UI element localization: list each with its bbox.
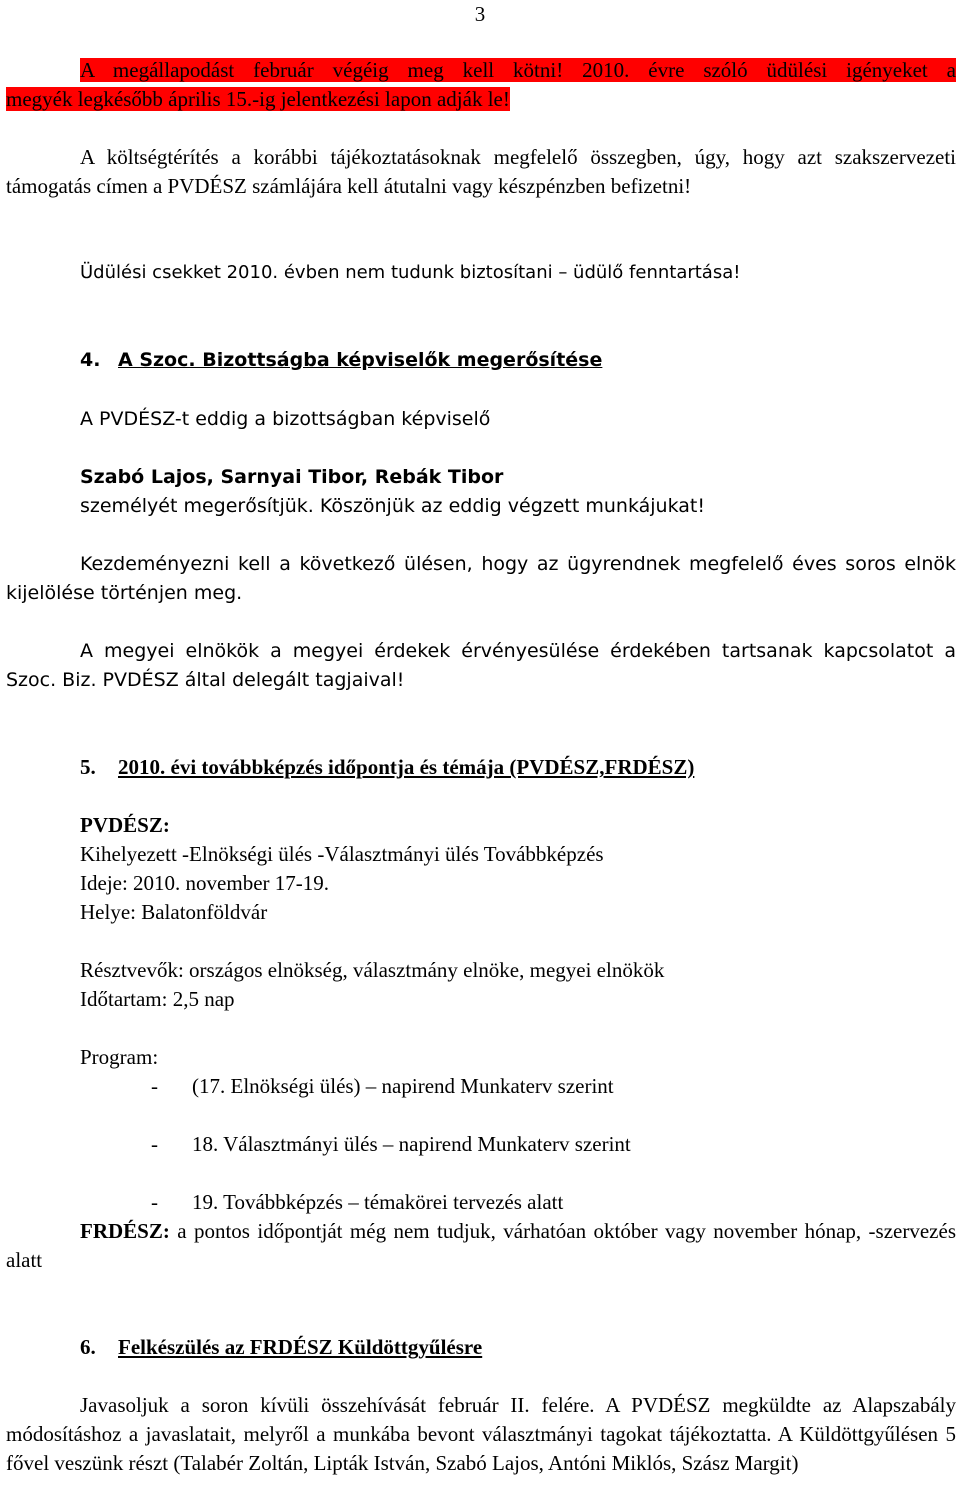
holiday-checks-paragraph: Üdülési csekket 2010. évben nem tudunk biztosítani – üdülő fenntartása!: [80, 262, 741, 283]
county-contact-paragraph: A megyei elnökök a megyei érdekek érvényesülése érdekében tartsanak kapcsolatot a Szoc. Biz. PVDÉSZ által delegált tagjaival!: [6, 640, 956, 691]
program-label: Program:: [80, 1045, 159, 1069]
frdesz-paragraph: [6, 1217, 956, 1275]
event-place: Helye: Balatonföldvár: [80, 900, 268, 924]
program-item-text: 18. Választmányi ülés – napirend Munkaterv szerint: [192, 1132, 631, 1156]
program-item: [6, 1188, 956, 1217]
section-5-number: 5.: [80, 755, 96, 779]
event-participants: Résztvevők: országos elnökség, választmány elnöke, megyei elnökök: [80, 958, 665, 982]
deadline-line-1: A megállapodást február végéig meg kell kötni! 2010. évre szóló üdülési igényeket a: [80, 58, 956, 82]
initiative-paragraph: Kezdeményezni kell a következő ülésen, hogy az ügyrendnek megfelelő éves soros elnök kijelölése történjen meg.: [6, 553, 956, 604]
committee-members: Szabó Lajos, Sarnyai Tibor, Rebák Tibor: [80, 466, 504, 488]
page-number: 3: [474, 2, 486, 26]
section-6-heading: [6, 1333, 956, 1362]
pvdesz-label: PVDÉSZ:: [80, 813, 170, 837]
section-6-number: 6.: [80, 1335, 96, 1359]
program-item-text: 19. Továbbképzés – témakörei tervezés alatt: [192, 1190, 564, 1214]
event-date: Ideje: 2010. november 17-19.: [80, 871, 330, 895]
list-dash: -: [151, 1132, 158, 1156]
cost-paragraph: A költségtérítés a korábbi tájékoztatásoknak megfelelő összegben, úgy, hogy azt szakszervezeti támogatás címen a PVDÉSZ számlájára kell átutalni vagy készpénzben befizetni!: [6, 145, 956, 198]
deadline-paragraph: [6, 56, 956, 114]
list-dash: -: [151, 1190, 158, 1214]
program-item: [6, 1130, 956, 1159]
event-duration: Időtartam: 2,5 nap: [80, 987, 235, 1011]
section-6-title: Felkészülés az FRDÉSZ Küldöttgyűlésre: [118, 1335, 483, 1359]
confirmation-text: személyét megerősítjük. Köszönjük az eddig végzett munkájukat!: [80, 495, 705, 517]
deadline-line-2: megyék legkésőbb április 15.-ig jelentkezési lapon adják le!: [6, 87, 510, 111]
frdesz-label: FRDÉSZ:: [80, 1219, 170, 1243]
program-item: [6, 1072, 956, 1101]
section-6-body: Javasoljuk a soron kívüli összehívását február II. felére. A PVDÉSZ megküldte az Alapszabály módosításhoz a javaslatait, melyről a munkába bevont választmányi tagokat tájékoztatta. A Küldöttgyűlésen 5 fővel veszünk részt (Talabér Zoltán, Lipták István, Szabó Lajos, Antóni Miklós, Szász Margit): [6, 1393, 956, 1475]
event-description: Kihelyezett -Elnökségi ülés -Választmányi ülés Továbbképzés: [80, 842, 604, 866]
frdesz-text: a pontos időpontját még nem tudjuk, várhatóan október vagy november hónap, -szervezés alatt: [6, 1219, 956, 1272]
section-4-intro: A PVDÉSZ-t eddig a bizottságban képviselő: [80, 408, 491, 430]
section-4-title: A Szoc. Bizottságba képviselők megerősítése: [118, 349, 603, 371]
program-item-text: (17. Elnökségi ülés) – napirend Munkaterv szerint: [192, 1074, 614, 1098]
list-dash: -: [151, 1074, 158, 1098]
section-5-title: 2010. évi továbbképzés időpontja és témája (PVDÉSZ,FRDÉSZ): [118, 755, 695, 779]
section-4-heading: [6, 346, 956, 375]
section-4-number: 4.: [80, 349, 101, 371]
section-5-heading: [6, 753, 956, 782]
